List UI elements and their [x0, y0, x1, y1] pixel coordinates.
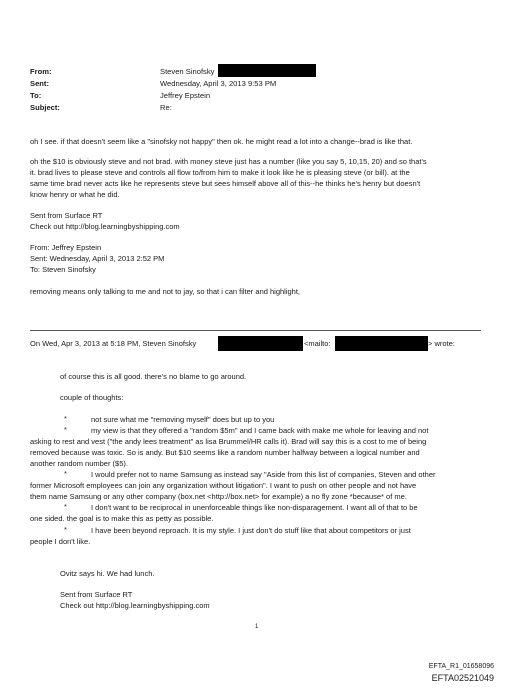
from-label: From:: [30, 67, 52, 76]
bullet-2-line-1: my view is that they offered a "random $5m" and I came back with make me whole for leaving and not: [91, 426, 429, 435]
signature-1-line-2: Check out http://blog.learningbyshipping.com: [30, 222, 180, 231]
bullet-2-line-3: removed because was toxic. So is andy. But $10 seems like a random number halfway between a logical number and: [30, 448, 420, 457]
to-label: To:: [30, 91, 42, 100]
bullet-3-line-2: former Microsoft employees can join any organization without litigation". I want to push on other people and not have: [30, 481, 417, 490]
quoted-line-2: couple of thoughts:: [60, 393, 124, 402]
bates-id-small: EFTA_R1_01658096: [428, 663, 494, 670]
sent-value: Wednesday, April 3, 2013 9:53 PM: [160, 79, 277, 88]
bullet-4-line-2: one sided. the goal is to make this as petty as possible.: [30, 514, 214, 523]
bullet-3-line-3: them name Samsung or any other company (box.net <http://box.net> for example) a no fly zone *because* of me.: [30, 492, 407, 501]
body-paragraph-2-line-2: it. brad lives to please steve and controls all flow to/from him to make it look like he is pleasing steve (or bill). at the: [30, 168, 410, 177]
quoted-body: removing means only talking to me and not to jay, so that i can filter and highlight,: [30, 287, 301, 296]
redaction-box-email-1: [218, 336, 303, 351]
redaction-box-email-2: [335, 336, 428, 351]
from-value: Steven Sinofsky: [160, 67, 215, 76]
bates-id-large: EFTA02521049: [431, 673, 494, 683]
subject-value: Re:: [160, 103, 172, 112]
ovitz-line: Ovitz says hi. We had lunch.: [60, 569, 155, 578]
quoted-sent: Sent: Wednesday, April 3, 2013 2:52 PM: [30, 254, 165, 263]
body-paragraph-1: oh I see. if that doesn't seem like a "sinofsky not happy" then ok. he might read a lot into a change--brad is like that.: [30, 137, 413, 146]
quoted-to: To: Steven Sinofsky: [30, 265, 96, 274]
body-paragraph-2-line-1: oh the $10 is obviously steve and not brad. with money steve just has a number (like you say 5, 10,15, 20) and so that's: [30, 157, 427, 166]
bullet-2-line-4: another random number ($5).: [30, 459, 128, 468]
quoted-from: From: Jeffrey Epstein: [30, 243, 102, 252]
bullet-marker: *: [64, 502, 67, 511]
sent-label: Sent:: [30, 79, 49, 88]
divider-rule: [30, 330, 481, 331]
bullet-3-line-1: I would prefer not to name Samsung as instead say "Aside from this list of companies, Steven and other: [91, 470, 436, 479]
to-value: Jeffrey Epstein: [160, 91, 211, 100]
bullet-marker: *: [64, 414, 67, 423]
signature-1-line-1: Sent from Surface RT: [30, 211, 103, 220]
bullet-marker: *: [64, 525, 67, 534]
bullet-1-text: not sure what me "removing myself" does but up to you: [91, 415, 275, 424]
bullet-2-line-2: asking to rest and vest ("the andy lees treatment" as lisa Brummel/HR calls it). Brad will say this is a cost to me of being: [30, 437, 427, 446]
quoted-line-1: of course this is all good. there's no blame to go around.: [60, 372, 247, 381]
redaction-box-sender-email: [218, 64, 316, 77]
body-paragraph-2-line-4: know henry or what he did.: [30, 190, 120, 199]
on-wrote-suffix: > wrote:: [428, 339, 455, 348]
on-wrote-mailto: <mailto:: [304, 339, 331, 348]
bullet-marker: *: [64, 425, 67, 434]
body-paragraph-2-line-3: same time brad never acts like he represents steve but sees himself above all of this--he thinks he's henry but doesn't: [30, 179, 421, 188]
signature-2-line-2: Check out http://blog.learningbyshipping.com: [60, 601, 210, 610]
subject-label: Subject:: [30, 103, 60, 112]
bullet-5-line-1: I have been beyond reproach. It is my style. I just don't do stuff like that about competitors or just: [91, 526, 411, 535]
signature-2-line-1: Sent from Surface RT: [60, 590, 133, 599]
bullet-4-line-1: I don't want to be reciprocal in unenforceable things like non-disparagement. I want all of that to be: [91, 503, 418, 512]
on-wrote-prefix: On Wed, Apr 3, 2013 at 5:18 PM, Steven Sinofsky: [30, 339, 197, 348]
bullet-marker: *: [64, 469, 67, 478]
bullet-5-line-2: people I don't like.: [30, 537, 91, 546]
page-number: 1: [255, 624, 259, 630]
